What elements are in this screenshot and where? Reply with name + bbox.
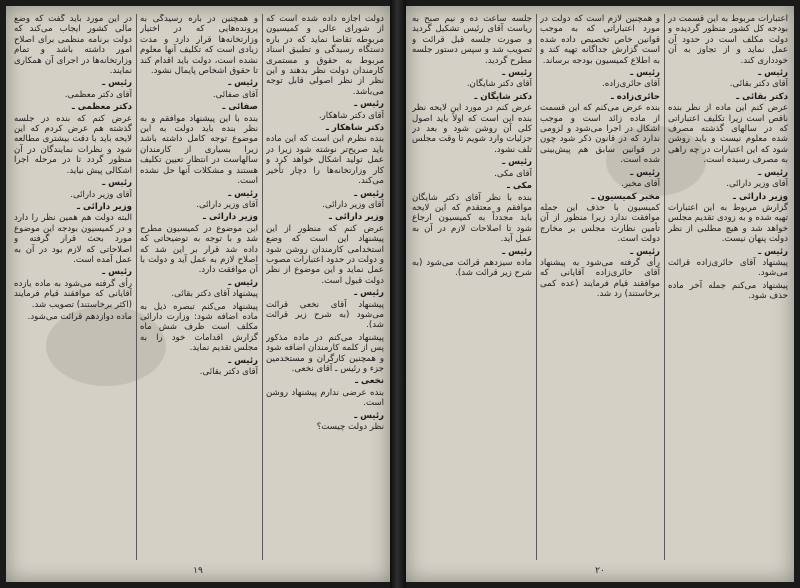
column-rule — [536, 14, 537, 560]
paragraph-text: عرض کنم که منظور از این پیشنهاد این است که وضع استخدامی کارمندان روشن شود و دولت در حدود اعتبارات مصوب عمل نماید و این موضوع از نظر دولت قبول است. — [266, 223, 384, 286]
speaker-name: رئیس ـ — [354, 99, 384, 110]
paragraph — [668, 168, 788, 190]
speaker-name: رئیس ـ — [228, 78, 258, 89]
speaker-name: رئیس ـ — [502, 157, 532, 168]
paragraph — [668, 92, 788, 166]
paragraph — [14, 267, 132, 310]
speaker-name: رئیس ـ — [630, 246, 660, 257]
speaker-name: رئیس ـ — [354, 188, 384, 199]
paragraph — [540, 68, 660, 90]
paragraph-text: آقای دکتر شاهکار. — [318, 110, 384, 121]
paragraph-text: و همچنین لازم است که دولت در مورد اعتباراتی که به موجب قوانین خاص تخصیص داده شده است گزارش جداگانه تهیه کند و به اطلاع کمیسیون بودجه برساند. — [540, 14, 660, 66]
paragraph — [266, 123, 384, 186]
paragraph-text: آقای وزیر دارائی. — [70, 189, 132, 200]
paragraph — [140, 302, 258, 354]
speaker-name: صفائی ـ — [222, 102, 258, 113]
paragraph-text: ماده سیزدهم قرائت می‌شود (به شرح زیر قرائت شد). — [412, 257, 532, 279]
paragraph — [540, 168, 660, 190]
paragraph-text: آقای حائری‌زاده. — [602, 79, 660, 90]
paragraph-text: جلسه ساعت ده و نیم صبح به ریاست آقای رئیس تشکیل گردید و صورت جلسه قبل قرائت و تصویب شد و سپس دستور جلسه مطرح گردید. — [412, 14, 532, 66]
paragraph — [412, 92, 532, 155]
paragraph-text: آقای وزیر دارائی. — [196, 199, 258, 210]
speaker-name: رئیس ـ — [228, 355, 258, 366]
speaker-name: رئیس ـ — [102, 78, 132, 89]
paragraph-text: آقای وزیر دارائی. — [322, 199, 384, 210]
paragraph-text: دولت اجازه داده شده است که از شورای عالی و کمیسیون مربوطه تقاضا نماید که در باره دستگاه رسیدگی و تطبیق اسناد مربوط به حقوق و مستمری کارمندان دولت نظر بدهند و این نظر از نظر اصولی قابل توجه می‌باشد. — [266, 14, 384, 97]
speaker-name: رئیس ـ — [102, 178, 132, 189]
page-number: ۲۰ — [595, 566, 605, 576]
paragraph-text: آقای مخبر. — [621, 179, 660, 190]
speaker-name: رئیس ـ — [502, 68, 532, 79]
book-gutter — [390, 0, 406, 588]
paragraph — [668, 14, 788, 66]
speaker-name: وزیر دارائی ـ — [77, 201, 132, 212]
paragraph — [140, 14, 258, 76]
speaker-name: رئیس ـ — [228, 277, 258, 288]
speaker-name: رئیس ـ — [228, 188, 258, 199]
paragraph-text: آقای وزیر دارائی. — [726, 179, 788, 190]
paragraph — [266, 212, 384, 286]
speaker-name: دکتر معظمی ـ — [71, 102, 132, 113]
paragraph — [14, 78, 132, 100]
paragraph — [266, 411, 384, 433]
paragraph-text: در این مورد باید گفت که وضع مالی کشور ایجاب می‌کند که دولت برنامه منظمی برای اصلاح امور داشته باشد و تمام وزارتخانه‌ها در اجرای آن همکاری نمایند. — [14, 14, 132, 77]
speaker-name: دکتر بقائی ـ — [736, 91, 788, 102]
paragraph — [140, 356, 258, 378]
paragraph-text: آقای دکتر بقائی. — [729, 79, 788, 90]
right-column-1 — [668, 14, 788, 560]
paragraph-text: پیشنهاد می‌کنم در ماده مذکور پس از کلمه کارمندان اضافه شود و همچنین کارگران و مستخدمین جزء و رئیس ـ آقای نخعی. — [266, 332, 384, 374]
left-page — [6, 6, 390, 582]
paragraph-text: گزارش مربوط به این اعتبارات تهیه شده و به زودی تقدیم مجلس خواهد شد و هیچ مطلبی از نظر دولت پنهان نیست. — [668, 202, 788, 245]
paragraph-text: آقای مکی. — [494, 168, 532, 179]
speaker-name: دکتر شایگان ـ — [474, 91, 532, 102]
paragraph — [14, 312, 132, 322]
paragraph — [668, 192, 788, 245]
paragraph-text: البته دولت هم همین نظر را دارد و در کمیسیون بودجه این موضوع مورد بحث قرار گرفته و اصلاحاتی که لازم بود در آن به عمل آمده است. — [14, 213, 132, 265]
paragraph — [668, 281, 788, 302]
paragraph-text: آقای دکتر معظمی. — [64, 89, 132, 100]
right-column-2 — [540, 14, 660, 560]
paragraph — [140, 102, 258, 186]
paragraph-text: پیشنهاد آقای نخعی قرائت می‌شود (به شرح زیر قرائت شد). — [266, 299, 384, 331]
paragraph — [266, 14, 384, 97]
paragraph — [140, 78, 258, 100]
column-rule — [136, 14, 137, 560]
paragraph — [540, 192, 660, 245]
paragraph — [668, 247, 788, 279]
speaker-name: نخعی ـ — [355, 376, 384, 387]
column-rule — [664, 14, 665, 560]
speaker-name: مکی ـ — [507, 181, 532, 192]
paragraph-text: پیشنهاد می‌کنم تبصره ذیل به ماده اضافه شود: وزارت دارائی مکلف است ظرف شش ماه گزارش اقدامات خود را به مجلس تقدیم نماید. — [140, 301, 258, 354]
speaker-name: رئیس ـ — [354, 288, 384, 299]
speaker-name: مخبر کمیسیون ـ — [591, 191, 660, 202]
paragraph — [412, 68, 532, 90]
left-column-2 — [140, 14, 258, 560]
speaker-name: رئیس ـ — [630, 167, 660, 178]
paragraph-text: رأی گرفته می‌شود به پیشنهاد آقای حائری‌زاده آقایانی که موافقند قیام فرمایند (عده کمی برخاستند) رد شد. — [540, 257, 660, 300]
paragraph — [14, 14, 132, 76]
paragraph-text: بنده با نظر آقای دکتر شایگان موافقم و معتقدم که این لایحه باید مجدداً به کمیسیون ارجاع شود تا اصلاحات لازم در آن به عمل آید. — [412, 192, 532, 245]
speaker-name: وزیر دارائی ـ — [329, 212, 384, 223]
paragraph-text: آقای دکتر بقائی. — [199, 367, 258, 377]
speaker-name: رئیس ـ — [758, 68, 788, 79]
paragraph — [140, 278, 258, 300]
speaker-name: رئیس ـ — [102, 267, 132, 278]
speaker-name: وزیر دارائی ـ — [203, 212, 258, 223]
speaker-name: حائری‌زاده ـ — [610, 91, 660, 102]
paragraph-text: بنده با این پیشنهاد موافقم و به نظر بنده باید دولت به این موضوع توجه کامل داشته باشد زیرا بسیاری از کارمندان سالهاست در انتظار تعیین تکلیف هستند و مشکلات آنها حل نشده است. — [140, 113, 258, 187]
paragraph — [412, 181, 532, 244]
speaker-name: رئیس ـ — [630, 68, 660, 79]
paragraph-text: عرض کنم این ماده از نظر بنده ناقص است زیرا تکلیف اعتباراتی که در سالهای گذشته مصرف شده معلوم نیست و باید روشن شود که این اعتبارات در چه راهی به مصرف رسیده است. — [668, 103, 788, 166]
paragraph — [412, 14, 532, 66]
paragraph — [540, 14, 660, 66]
speaker-name: رئیس ـ — [758, 246, 788, 257]
paragraph — [140, 189, 258, 211]
paragraph-text: بنده نظرم این است که این ماده باید صریح‌تر نوشته شود زیرا در عمل تولید اشکال خواهد کرد و کار وزارتخانه‌ها را دچار تأخیر می‌کند. — [266, 134, 384, 187]
paragraph — [412, 157, 532, 179]
speaker-name: وزیر دارائی ـ — [733, 191, 788, 202]
paragraph-text: بنده عرضی ندارم پیشنهاد روشن است. — [266, 387, 384, 409]
paragraph-text: اعتبارات مربوط به این قسمت در بودجه کل کشور منظور گردیده و دولت مکلف است در حدود آن عمل نماید و از تجاوز به آن خودداری کند. — [668, 14, 788, 66]
speaker-name: رئیس ـ — [502, 246, 532, 257]
speaker-name: رئیس ـ — [354, 410, 384, 421]
paragraph-text: این موضوع در کمیسیون مطرح شد و با توجه به توضیحاتی که داده شد قرار بر این شد که اصلاح لازم به عمل آید و دولت با آن موافقت دارد. — [140, 223, 258, 276]
paragraph-text: پیشنهاد آقای دکتر بقائی. — [171, 289, 258, 300]
paragraph-text: نظر دولت چیست؟ — [316, 422, 384, 433]
speaker-name: دکتر شاهکار ـ — [326, 123, 384, 134]
paragraph-text: پیشنهاد می‌کنم جمله آخر ماده حذف شود. — [668, 280, 788, 302]
right-column-3 — [412, 14, 532, 560]
paragraph — [540, 247, 660, 300]
left-column-1 — [266, 14, 384, 560]
paragraph — [412, 247, 532, 279]
right-page — [406, 6, 794, 582]
paragraph — [266, 99, 384, 121]
paragraph — [14, 202, 132, 265]
paragraph — [266, 376, 384, 408]
paragraph — [668, 68, 788, 90]
paragraph-text: عرض کنم در مورد این لایحه نظر بنده این است که اولاً باید اصول کلی آن روشن شود و بعد در جزئیات وارد شویم تا وقت مجلس تلف نشود. — [412, 103, 532, 155]
paragraph-text: ماده دوازدهم قرائت می‌شود. — [27, 311, 132, 322]
paragraph-text: کمیسیون با حذف این جمله موافقت ندارد زیرا منظور از آن تأمین نظارت مجلس بر مخارج دولت است. — [540, 202, 660, 245]
paragraph — [266, 333, 384, 375]
paragraph — [266, 288, 384, 331]
paragraph-text: آقای دکتر شایگان. — [466, 79, 532, 90]
paragraph-text: و همچنین در باره رسیدگی به پرونده‌هایی که در اختیار وزارتخانه‌ها قرار دارد و مدت زیادی است که تکلیف آنها معلوم نشده است، دولت باید اقدام کند تا حقوق اشخاص پایمال نشود. — [140, 14, 258, 77]
column-rule — [262, 14, 263, 560]
paragraph — [14, 102, 132, 176]
paragraph-text: بنده عرض می‌کنم که این قسمت از ماده زائد است و موجب اشکال در اجرا می‌شود و لزومی ندارد که در قانون ذکر شود چون در قوانین سابق هم پیش‌بینی شده است. — [540, 103, 660, 166]
paragraph — [14, 178, 132, 200]
paragraph-text: پیشنهاد آقای حائری‌زاده قرائت می‌شود. — [668, 257, 788, 279]
paragraph — [140, 212, 258, 275]
paragraph-text: آقای صفائی. — [212, 89, 258, 100]
page-number: ۱۹ — [193, 566, 203, 576]
paragraph-text: رأی گرفته می‌شود به ماده یازده آقایانی که موافقند قیام فرمایند (اکثر برخاستند) تصویب شد. — [14, 278, 132, 310]
paragraph-text: عرض کنم که بنده در جلسه گذشته هم عرض کردم که این لایحه باید با دقت بیشتری مطالعه شود و نظرات نمایندگان در آن منظور گردد تا در مرحله اجرا اشکالی پیش نیاید. — [14, 113, 132, 176]
paragraph — [266, 189, 384, 211]
left-column-3 — [14, 14, 132, 560]
paragraph — [540, 92, 660, 166]
speaker-name: رئیس ـ — [758, 167, 788, 178]
